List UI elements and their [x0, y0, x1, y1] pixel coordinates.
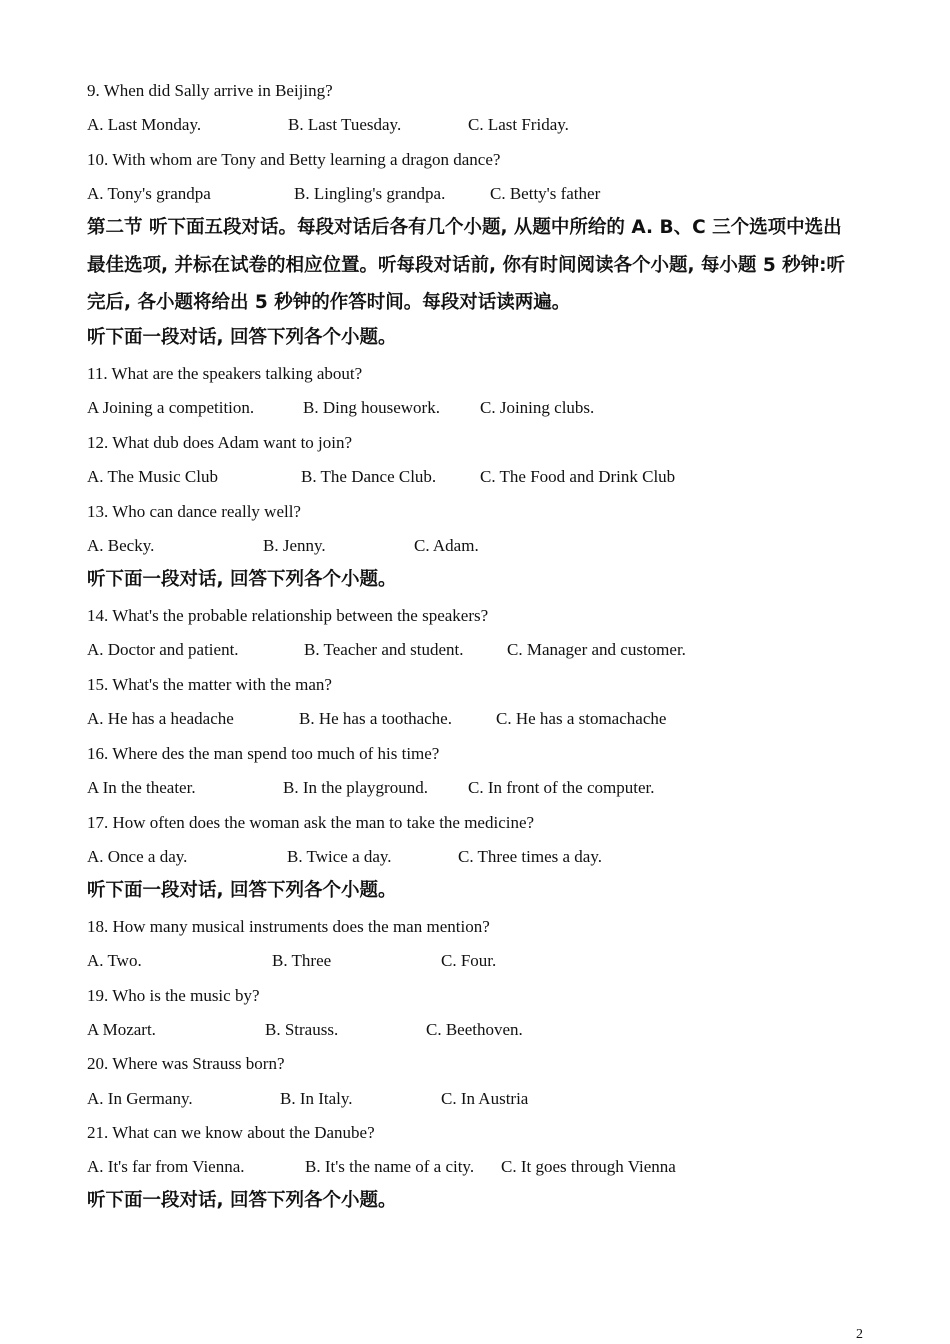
option-a: A. Becky. [87, 536, 155, 555]
question-13: 13. Who can dance really well? [87, 502, 301, 521]
option-c: C. Three times a day. [458, 847, 602, 866]
option-b: B. The Dance Club. [301, 467, 437, 486]
options-12 [87, 467, 787, 487]
option-a: A. It's far from Vienna. [87, 1157, 245, 1176]
option-c: C. Four. [441, 951, 497, 970]
option-b: B. It's the name of a city. [305, 1157, 475, 1176]
option-a: A. Doctor and patient. [87, 640, 239, 659]
option-c: C. Adam. [414, 536, 479, 555]
page-number: 2 [856, 1327, 863, 1342]
option-b: B. In Italy. [280, 1089, 353, 1108]
option-c: C. Last Friday. [468, 115, 569, 134]
options-16 [87, 778, 787, 798]
option-b: B. Last Tuesday. [288, 115, 402, 134]
option-b: B. Twice a day. [287, 847, 392, 866]
option-c: C. Joining clubs. [480, 398, 595, 417]
option-b: B. In the playground. [283, 778, 428, 797]
question-18: 18. How many musical instruments does the man mention? [87, 917, 490, 936]
option-c: C. He has a stomachache [496, 709, 667, 728]
question-9: 9. When did Sally arrive in Beijing? [87, 81, 333, 100]
options-18 [87, 951, 787, 971]
option-b: B. Jenny. [263, 536, 326, 555]
section-instructions [87, 209, 857, 322]
section-instructions-line-1: 第二节 听下面五段对话。每段对话后各有几个小题, 从题中所给的 A. B、C 三个选项中选出 [87, 217, 842, 238]
option-a: A. Last Monday. [87, 115, 202, 134]
option-b: B. Ding housework. [303, 398, 440, 417]
option-c: C. Betty's father [490, 184, 601, 203]
option-b: B. Teacher and student. [304, 640, 464, 659]
dialogue-heading: 听下面一段对话, 回答下列各个小题。 [87, 1190, 397, 1211]
option-c: C. In front of the computer. [468, 778, 655, 797]
option-a: A. Two. [87, 951, 142, 970]
option-c: C. Manager and customer. [507, 640, 686, 659]
option-a: A. In Germany. [87, 1089, 193, 1108]
option-b: B. Three [272, 951, 332, 970]
question-15: 15. What's the matter with the man? [87, 675, 332, 694]
option-a: A. Once a day. [87, 847, 188, 866]
section-instructions-line-3: 完后, 各小题将给出 5 秒钟的作答时间。每段对话读两遍。 [87, 292, 571, 313]
options-15 [87, 709, 787, 729]
dialogue-heading: 听下面一段对话, 回答下列各个小题。 [87, 569, 397, 590]
option-c: C. Beethoven. [426, 1020, 523, 1039]
question-10: 10. With whom are Tony and Betty learning a dragon dance? [87, 150, 501, 169]
options-20 [87, 1089, 787, 1109]
option-a: A Mozart. [87, 1020, 156, 1039]
options-11 [87, 398, 787, 418]
options-19 [87, 1020, 787, 1040]
option-a: A In the theater. [87, 778, 196, 797]
question-17: 17. How often does the woman ask the man to take the medicine? [87, 813, 535, 832]
options-14 [87, 640, 787, 660]
question-12: 12. What dub does Adam want to join? [87, 433, 353, 452]
section-instructions-line-2: 最佳选项, 并标在试卷的相应位置。听每段对话前, 你有时间阅读各个小题, 每小题 5 秒钟:听 [87, 254, 846, 276]
question-20: 20. Where was Strauss born? [87, 1054, 285, 1073]
options-13 [87, 536, 787, 556]
question-14: 14. What's the probable relationship between the speakers? [87, 606, 489, 625]
option-a: A. He has a headache [87, 709, 234, 728]
dialogue-heading: 听下面一段对话, 回答下列各个小题。 [87, 327, 397, 348]
question-16: 16. Where des the man spend too much of his time? [87, 744, 440, 763]
dialogue-heading: 听下面一段对话, 回答下列各个小题。 [87, 880, 397, 901]
option-c: C. The Food and Drink Club [480, 467, 676, 486]
option-c: C. In Austria [441, 1089, 529, 1108]
option-a: A. The Music Club [87, 467, 218, 486]
option-c: C. It goes through Vienna [501, 1157, 676, 1176]
options-9 [87, 115, 787, 135]
options-21 [87, 1157, 787, 1177]
options-17 [87, 847, 787, 867]
option-a: A. Tony's grandpa [87, 184, 211, 203]
option-b: B. Strauss. [265, 1020, 339, 1039]
option-b: B. Lingling's grandpa. [294, 184, 446, 203]
option-a: A Joining a competition. [87, 398, 255, 417]
options-10 [87, 184, 787, 204]
option-b: B. He has a toothache. [299, 709, 452, 728]
question-19: 19. Who is the music by? [87, 986, 260, 1005]
question-11: 11. What are the speakers talking about? [87, 364, 363, 383]
question-21: 21. What can we know about the Danube? [87, 1123, 375, 1142]
